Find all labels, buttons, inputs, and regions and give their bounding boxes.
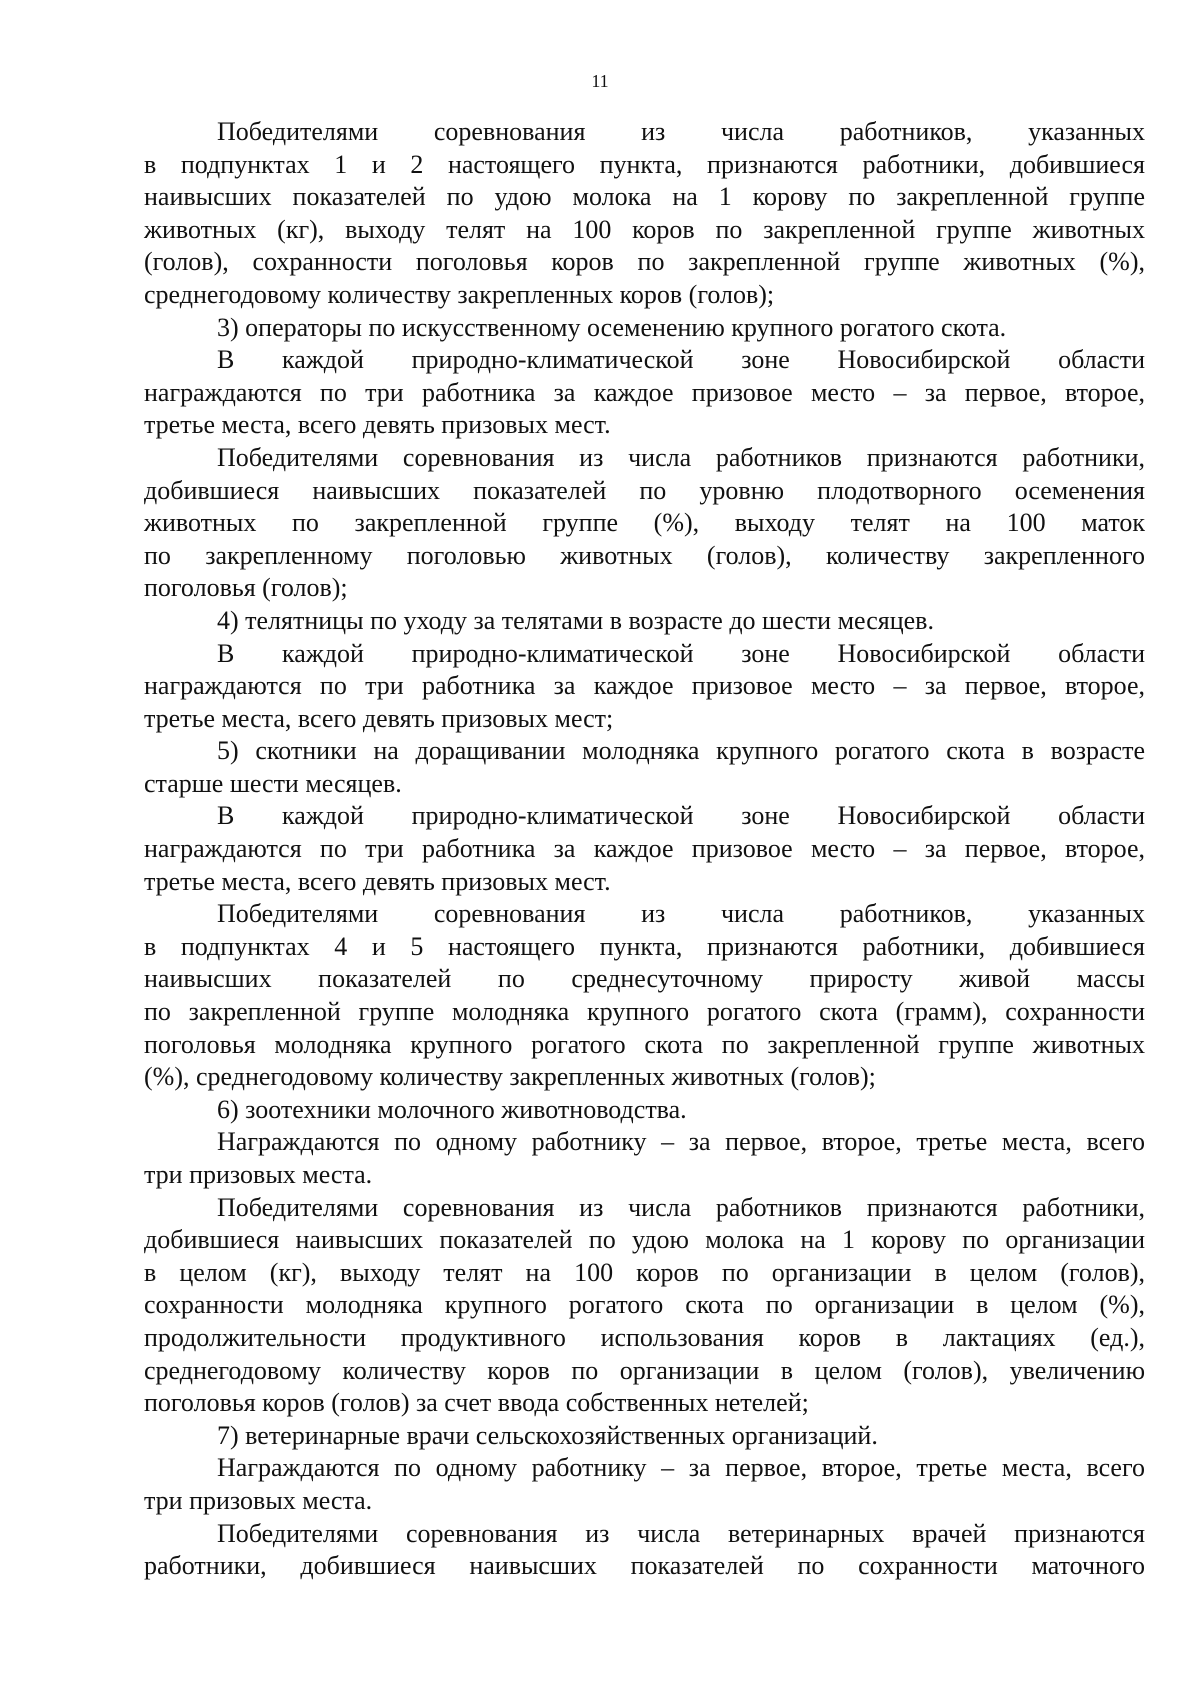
text-line: награждаются по три работника за каждое призовое место – за первое, второе,: [144, 671, 1145, 701]
document-body: [144, 116, 1145, 1583]
text-line: поголовья молодняка крупного рогатого скота по закрепленной группе животных: [144, 1029, 1145, 1059]
text-line: среднегодовому количеству коров по организации в целом (голов), увеличению: [144, 1355, 1145, 1385]
text-line: 3) операторы по искусственному осеменению крупного рогатого скота.: [217, 312, 1007, 342]
text-line: поголовья коров (голов) за счет ввода собственных нетелей;: [144, 1388, 809, 1418]
text-line: в целом (кг), выходу телят на 100 коров по организации в целом (голов),: [144, 1257, 1145, 1287]
text-line: сохранности молодняка крупного рогатого скота по организации в целом (%),: [144, 1290, 1145, 1320]
text-line: Победителями соревнования из числа работников признаются работники,: [217, 442, 1145, 472]
text-line: (голов), сохранности поголовья коров по закрепленной группе животных (%),: [144, 247, 1145, 277]
text-line: среднегодовому количеству закрепленных коров (голов);: [144, 279, 775, 309]
text-line: по закрепленному поголовью животных (голов), количеству закрепленного: [144, 540, 1145, 570]
text-line: третье места, всего девять призовых мест.: [144, 410, 611, 440]
text-line: (%), среднегодовому количеству закрепленных животных (голов);: [144, 1062, 876, 1092]
text-line: награждаются по три работника за каждое призовое место – за первое, второе,: [144, 834, 1145, 864]
text-line: Победителями соревнования из числа работников, указанных: [217, 117, 1145, 146]
text-line: в подпунктах 1 и 2 настоящего пункта, признаются работники, добившиеся: [144, 149, 1145, 179]
text-line: Победителями соревнования из числа работников признаются работники,: [217, 1192, 1145, 1222]
text-line: в подпунктах 4 и 5 настоящего пункта, признаются работники, добившиеся: [144, 931, 1145, 961]
text-line: Награждаются по одному работнику – за первое, второе, третье места, всего: [217, 1127, 1145, 1157]
text-line: старше шести месяцев.: [144, 768, 402, 798]
text-line: 5) скотники на доращивании молодняка крупного рогатого скота в возрасте: [217, 736, 1145, 766]
text-line: три призовых места.: [144, 1485, 373, 1515]
text-line: добившиеся наивысших показателей по удою молока на 1 корову по организации: [144, 1225, 1145, 1255]
page-number: 11: [591, 71, 609, 91]
text-line: животных (кг), выходу телят на 100 коров по закрепленной группе животных: [144, 214, 1145, 244]
text-line: работники, добившиеся наивысших показателей по сохранности маточного: [144, 1551, 1145, 1581]
text-line: 7) ветеринарные врачи сельскохозяйственных организаций.: [217, 1420, 878, 1450]
text-line: В каждой природно-климатической зоне Новосибирской области: [217, 345, 1145, 375]
text-line: три призовых места.: [144, 1160, 373, 1189]
text-line: поголовья (голов);: [144, 573, 348, 603]
text-line: В каждой природно-климатической зоне Новосибирской области: [217, 638, 1145, 668]
text-line: Награждаются по одному работнику – за первое, второе, третье места, всего: [217, 1453, 1145, 1483]
text-line: награждаются по три работника за каждое призовое место – за первое, второе,: [144, 377, 1145, 407]
text-line: наивысших показателей по удою молока на 1 корову по закрепленной группе: [144, 182, 1145, 212]
text-line: 6) зоотехники молочного животноводства.: [217, 1094, 687, 1124]
text-line: наивысших показателей по среднесуточному приросту живой массы: [144, 964, 1145, 994]
text-line: животных по закрепленной группе (%), выходу телят на 100 маток: [144, 508, 1145, 538]
text-line: 4) телятницы по уходу за телятами в возрасте до шести месяцев.: [217, 605, 934, 635]
text-line: добившиеся наивысших показателей по уровню плодотворного осеменения: [144, 475, 1145, 505]
text-line: В каждой природно-климатической зоне Новосибирской области: [217, 801, 1145, 831]
text-line: Победителями соревнования из числа работников, указанных: [217, 899, 1145, 929]
text-line: третье места, всего девять призовых мест;: [144, 703, 614, 733]
text-line: по закрепленной группе молодняка крупного рогатого скота (грамм), сохранности: [144, 997, 1145, 1027]
text-line: продолжительности продуктивного использования коров в лактациях (ед.),: [144, 1322, 1145, 1352]
text-line: Победителями соревнования из числа ветеринарных врачей признаются: [217, 1518, 1145, 1548]
text-line: третье места, всего девять призовых мест.: [144, 866, 611, 896]
